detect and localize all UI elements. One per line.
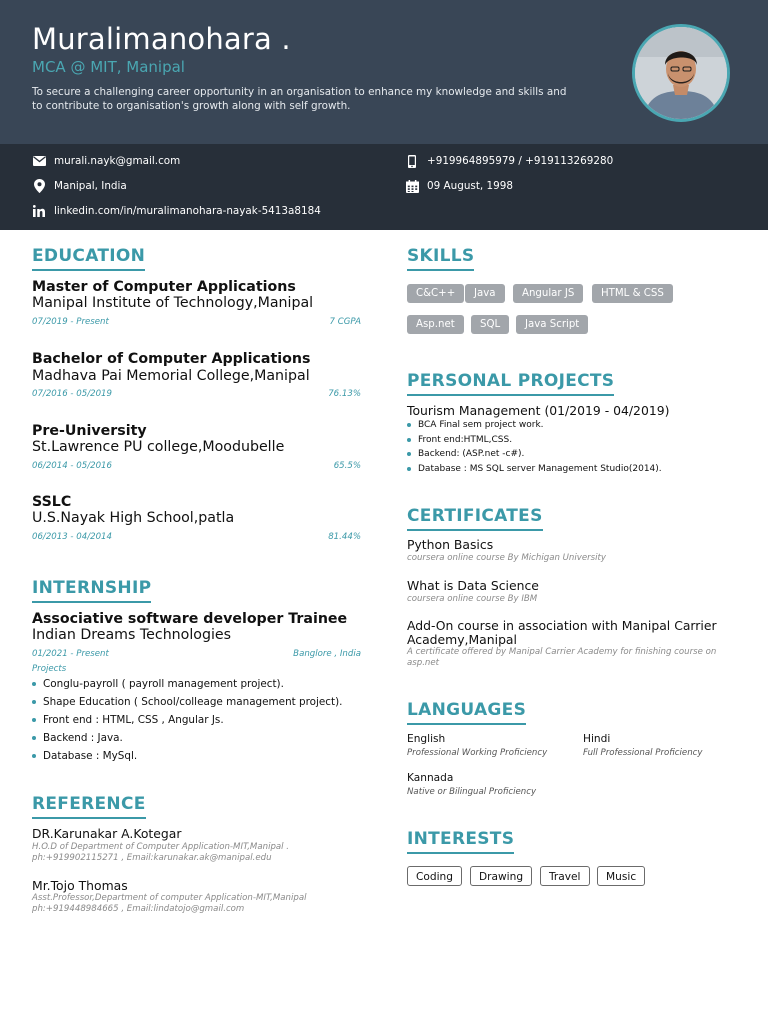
internship-title: Associative software developer Trainee xyxy=(32,611,348,627)
language-level: Professional Working Proficiency xyxy=(407,748,548,758)
skill-tag: SQL xyxy=(471,315,509,334)
skill-tag: Angular JS xyxy=(513,284,583,303)
dob-text: 09 August, 1998 xyxy=(427,180,513,192)
education-score: 7 CGPA xyxy=(329,317,361,327)
contact-linkedin[interactable] xyxy=(32,204,321,218)
institution-name: U.S.Nayak High School,patla xyxy=(32,510,235,526)
interest-tag: Music xyxy=(597,866,645,886)
contact-email[interactable] xyxy=(32,154,180,168)
location-text: Manipal, India xyxy=(54,180,127,192)
email-text[interactable]: murali.nayk@gmail.com xyxy=(54,155,181,167)
skill-tag: HTML & CSS xyxy=(592,284,673,303)
linkedin-text[interactable]: linkedin.com/in/muralimanohara-nayak-5413a8184 xyxy=(54,205,321,217)
list-item: Shape Education ( School/colleage management project). xyxy=(32,693,342,711)
list-item: Database : MySql. xyxy=(32,747,342,765)
skill-tag: Java xyxy=(465,284,505,303)
project-bullets xyxy=(407,418,662,476)
envelope-icon xyxy=(32,154,46,168)
career-objective: To secure a challenging career opportunity in an organisation to enhance my knowledge and skills and to contribute to organisation's growth along with self growth. xyxy=(32,86,567,112)
education-dates: 06/2013 - 04/2014 xyxy=(32,532,112,542)
interest-tag: Drawing xyxy=(470,866,532,886)
internship-company: Indian Dreams Technologies xyxy=(32,627,232,643)
calendar-icon xyxy=(405,179,419,193)
project-title: Tourism Management (01/2019 - 04/2019) xyxy=(407,403,670,418)
institution-name: St.Lawrence PU college,Moodubelle xyxy=(32,439,285,455)
interest-tag: Travel xyxy=(540,866,590,886)
language-name: Hindi xyxy=(583,733,611,745)
list-item: Conglu-payroll ( payroll management project). xyxy=(32,675,342,693)
reference-detail: Asst.Professor,Department of computer Application-MIT,Manipal ph:+919448984665 , Email:lindatojo@gmail.com xyxy=(32,893,307,914)
internship-bullets xyxy=(32,675,342,765)
contact-bar xyxy=(0,144,768,230)
projects-heading: PERSONAL PROJECTS xyxy=(407,371,614,396)
reference-name: DR.Karunakar A.Kotegar xyxy=(32,826,182,841)
certificate-title: What is Data Science xyxy=(407,578,539,593)
interest-tag: Coding xyxy=(407,866,462,886)
reference-heading: REFERENCE xyxy=(32,794,146,819)
candidate-name: Muralimanohara . xyxy=(32,22,291,56)
internship-location: Banglore , India xyxy=(293,649,361,659)
skills-heading: SKILLS xyxy=(407,246,474,271)
phone-text[interactable]: +919964895979 / +919113269280 xyxy=(427,155,614,167)
linkedin-icon xyxy=(32,204,46,218)
education-score: 76.13% xyxy=(328,389,361,399)
language-level: Native or Bilingual Proficiency xyxy=(407,787,537,797)
contact-phone[interactable] xyxy=(405,154,613,168)
interests-heading: INTERESTS xyxy=(407,829,514,854)
education-dates: 07/2019 - Present xyxy=(32,317,109,327)
list-item: Front end : HTML, CSS , Angular Js. xyxy=(32,711,342,729)
certificate-title: Add-On course in association with Manipal Carrier Academy,Manipal xyxy=(407,618,717,647)
resume-header xyxy=(0,0,768,144)
internship-heading: INTERNSHIP xyxy=(32,578,151,603)
list-item: Backend : Java. xyxy=(32,729,342,747)
education-dates: 06/2014 - 05/2016 xyxy=(32,461,112,471)
languages-heading: LANGUAGES xyxy=(407,700,526,725)
list-item: Backend: (ASP.net -c#). xyxy=(407,447,662,462)
person-photo-icon xyxy=(635,27,727,119)
education-dates: 07/2016 - 05/2019 xyxy=(32,389,112,399)
reference-detail: H.O.D of Department of Computer Application-MIT,Manipal . ph:+919902115271 , Email:karunakar.ak@manipal.edu xyxy=(32,842,290,863)
skill-tag: Asp.net xyxy=(407,315,464,334)
skill-tag: Java Script xyxy=(516,315,588,334)
list-item: Front end:HTML,CSS. xyxy=(407,433,662,448)
contact-location xyxy=(32,179,127,193)
degree-title: SSLC xyxy=(32,494,72,510)
skill-tag: C&C++ xyxy=(407,284,464,303)
internship-projects-label: Projects xyxy=(32,664,67,674)
degree-title: Bachelor of Computer Applications xyxy=(32,351,311,367)
degree-title: Master of Computer Applications xyxy=(32,279,296,295)
certificate-desc: A certificate offered by Manipal Carrier Academy for finishing course on asp.net xyxy=(407,647,717,668)
education-score: 81.44% xyxy=(328,532,361,542)
mobile-phone-icon xyxy=(405,154,419,168)
institution-name: Madhava Pai Memorial College,Manipal xyxy=(32,368,310,384)
certificate-desc: coursera online course By IBM xyxy=(407,594,538,604)
certificate-title: Python Basics xyxy=(407,537,494,552)
certificates-heading: CERTIFICATES xyxy=(407,506,543,531)
profile-photo xyxy=(632,24,730,122)
reference-name: Mr.Tojo Thomas xyxy=(32,878,128,893)
internship-dates: 01/2021 - Present xyxy=(32,649,109,659)
contact-dob xyxy=(405,179,513,193)
language-name: English xyxy=(407,733,446,745)
education-heading: EDUCATION xyxy=(32,246,145,271)
list-item: Database : MS SQL server Management Studio(2014). xyxy=(407,462,662,477)
location-pin-icon xyxy=(32,179,46,193)
institution-name: Manipal Institute of Technology,Manipal xyxy=(32,295,314,311)
list-item: BCA Final sem project work. xyxy=(407,418,662,433)
certificate-desc: coursera online course By Michigan University xyxy=(407,553,606,563)
language-name: Kannada xyxy=(407,772,454,784)
language-level: Full Professional Proficiency xyxy=(583,748,703,758)
education-score: 65.5% xyxy=(333,461,361,471)
degree-title: Pre-University xyxy=(32,423,147,439)
candidate-role: MCA @ MIT, Manipal xyxy=(32,58,185,76)
